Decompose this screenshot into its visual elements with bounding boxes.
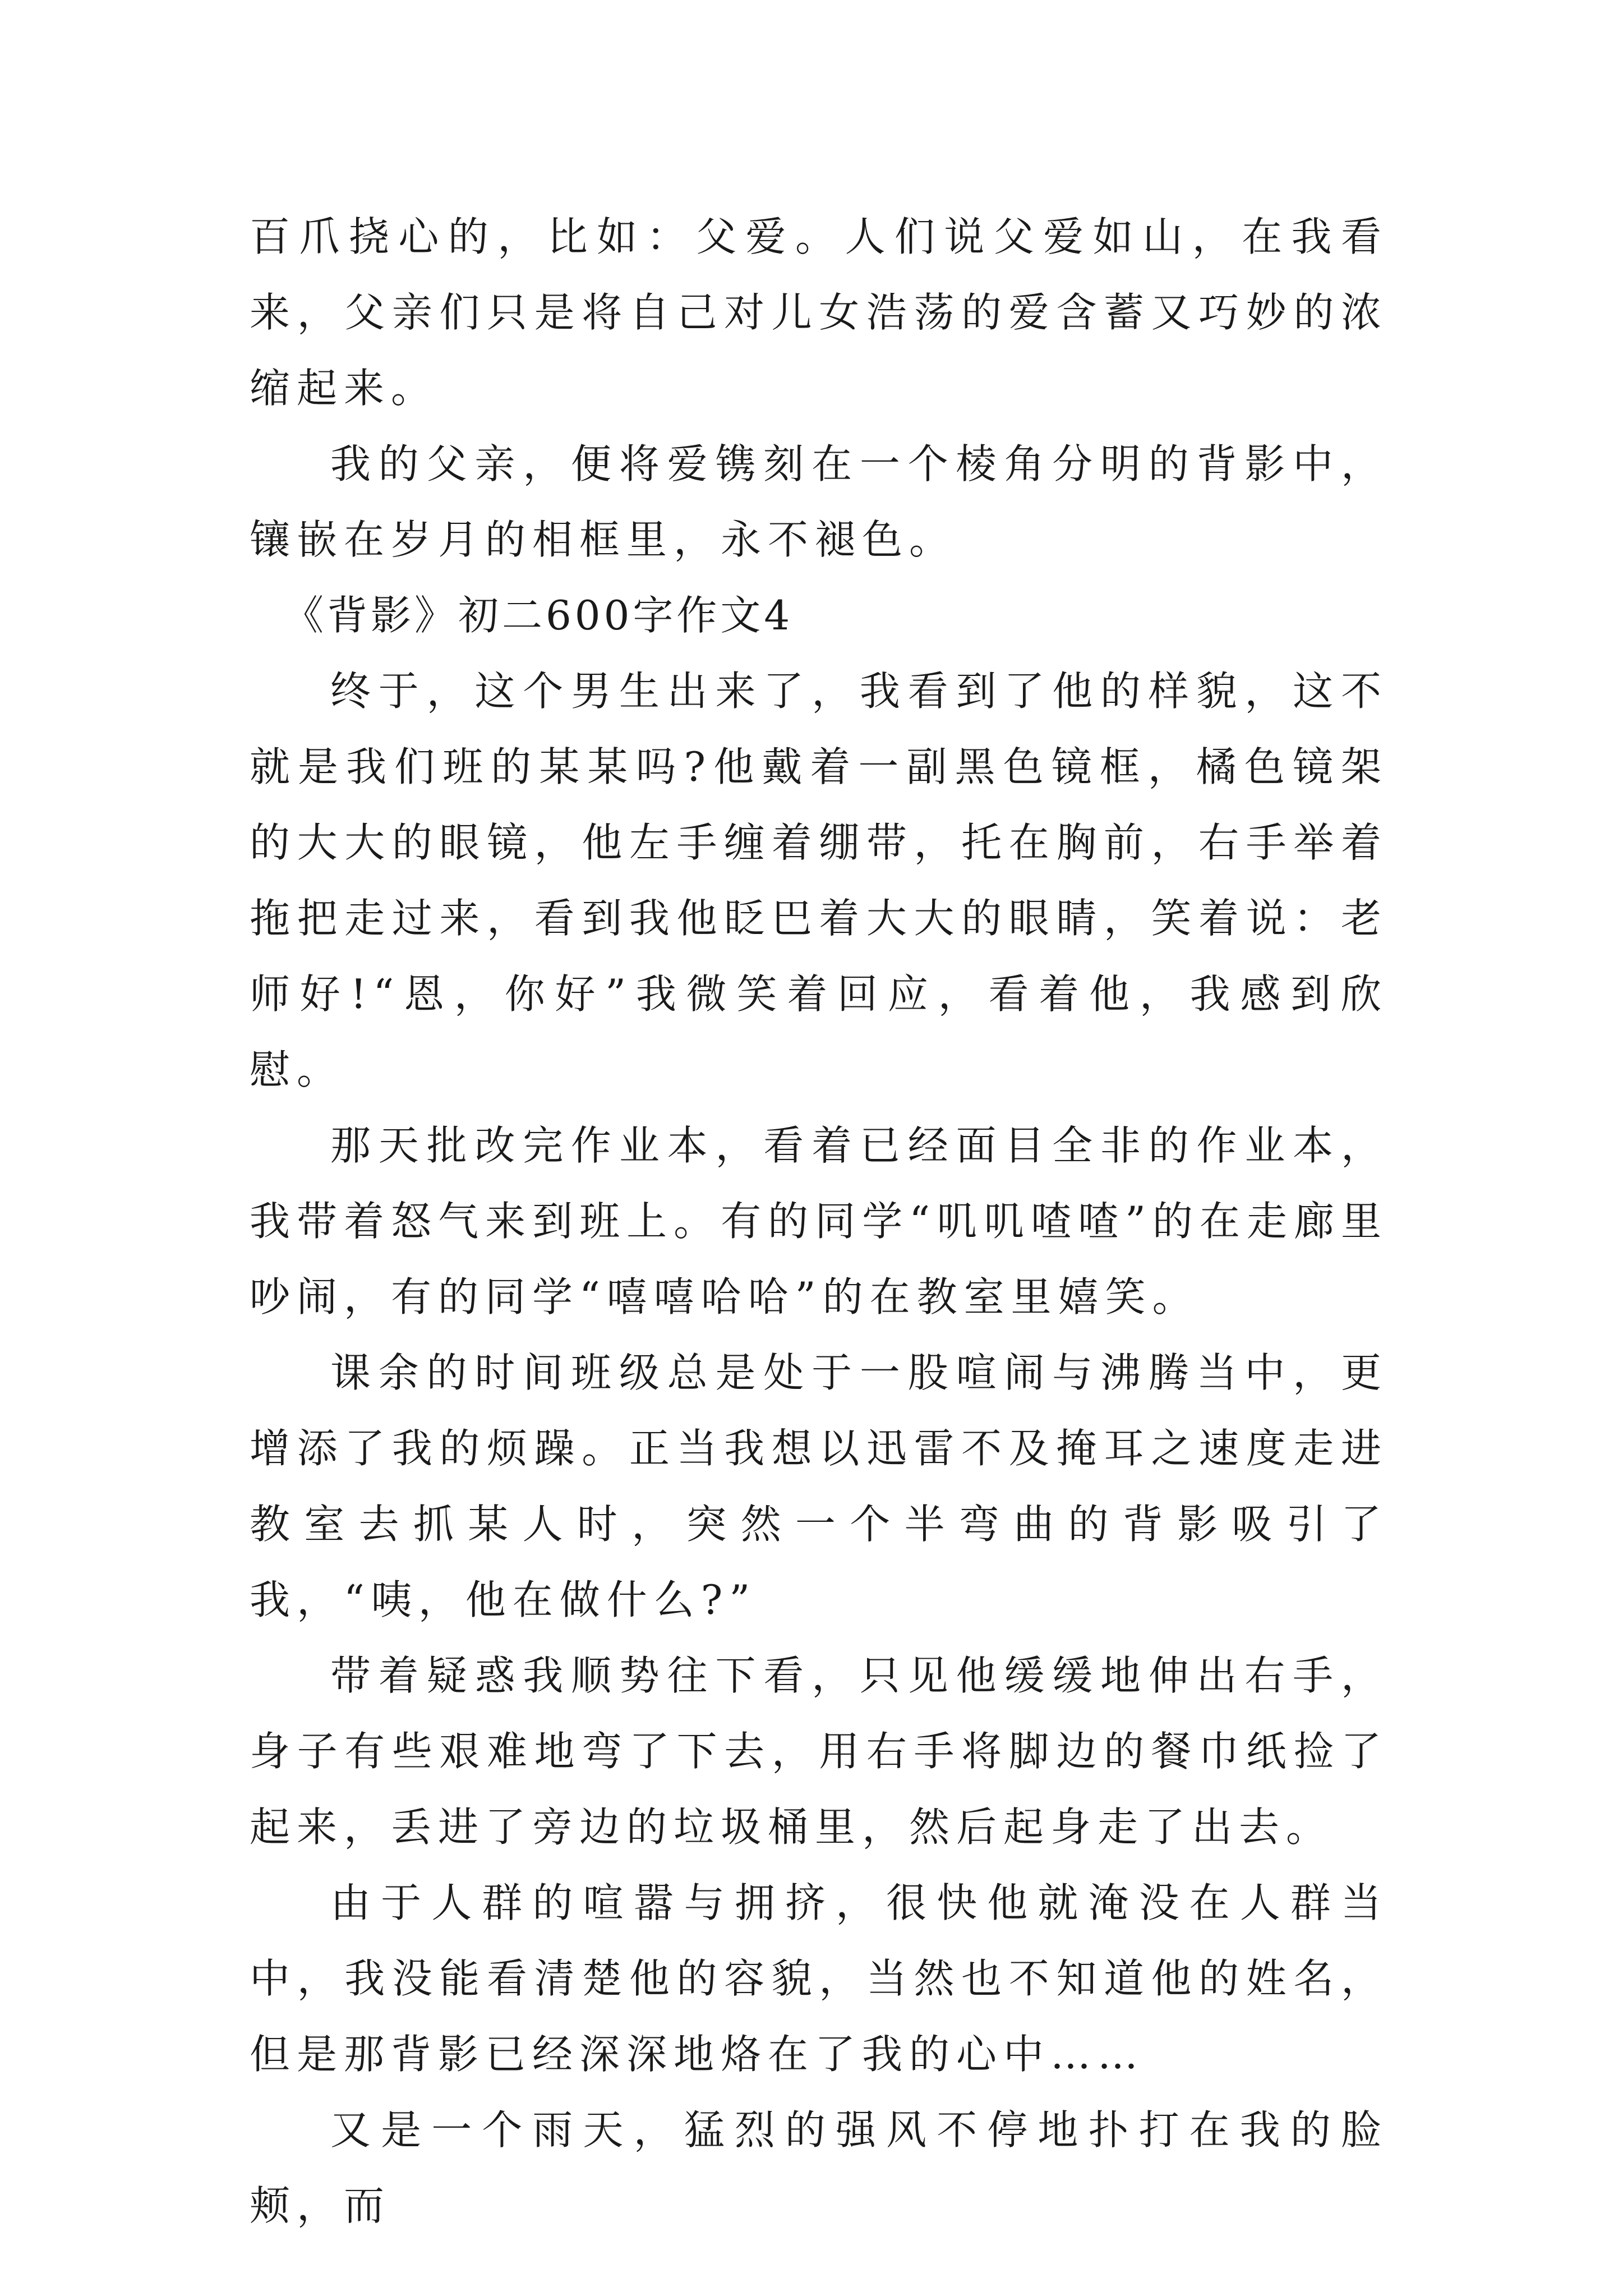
paragraph: 终于，这个男生出来了，我看到了他的样貌，这不就是我们班的某某吗?他戴着一副黑色镜框，橘色镜架的大大的眼镜，他左手缠着绷带，托在胸前，右手举着拖把走过来，看到我他眨巴着大大的眼睛，笑着说：老师好!“恩，你好”我微笑着回应，看着他，我感到欣慰。 — [250, 668, 1388, 1093]
paragraph: 我的父亲，便将爱镌刻在一个棱角分明的背影中，镶嵌在岁月的相框里，永不褪色。 — [250, 440, 1388, 563]
paragraph: 那天批改完作业本，看着已经面目全非的作业本，我带着怒气来到班上。有的同学“叽叽喳喳”的在走廊里吵闹，有的同学“嘻嘻哈哈”的在教室里嬉笑。 — [250, 1122, 1388, 1320]
document-body — [250, 199, 1388, 2244]
essay-heading: 《背影》初二600字作文4 — [283, 592, 794, 639]
paragraph: 由于人群的喧嚣与拥挤，很快他就淹没在人群当中，我没能看清楚他的容貌，当然也不知道他的姓名，但是那背影已经深深地烙在了我的心中…… — [250, 1879, 1388, 2078]
paragraph: 带着疑惑我顺势往下看，只见他缓缓地伸出右手，身子有些艰难地弯了下去，用右手将脚边的餐巾纸捡了起来，丢进了旁边的垃圾桶里，然后起身走了出去。 — [250, 1652, 1388, 1851]
paragraph-continued: 百爪挠心的，比如：父爱。人们说父爱如山，在我看来，父亲们只是将自己对儿女浩荡的爱含蓄又巧妙的浓缩起来。 — [250, 213, 1388, 412]
paragraph: 又是一个雨天，猛烈的强风不停地扑打在我的脸颊，而 — [250, 2106, 1388, 2229]
paragraph: 课余的时间班级总是处于一股喧闹与沸腾当中，更增添了我的烦躁。正当我想以迅雷不及掩耳之速度走进教室去抓某人时，突然一个半弯曲的背影吸引了我，“咦，他在做什么?” — [250, 1349, 1388, 1623]
